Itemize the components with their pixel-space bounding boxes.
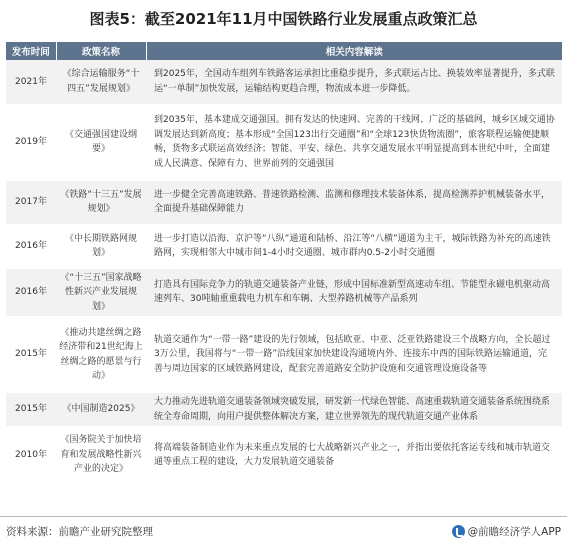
row-year: 2016年 <box>6 224 56 268</box>
policy-table <box>6 42 562 484</box>
row-desc: 进一步健全完善高速铁路、普速铁路检测、监测和修理技术装备体系，提高检测养护机械装备水平，全面提升基础保障能力 <box>146 180 562 224</box>
row-policy: 《国务院关于加快培育和发展战略性新兴产业的决定》 <box>56 427 146 484</box>
table-row <box>6 224 562 268</box>
row-year: 2019年 <box>6 104 56 180</box>
row-policy: 《中国制造2025》 <box>56 393 146 427</box>
row-desc: 到2035年，基本建成交通强国。拥有发达的快速网、完善的干线网、广泛的基础网，城乡区域交通协调发展达到新高度；基本形成“全国123出行交通圈”和“全球123快货物流圈”，旅客联程运输便捷顺畅，货物多式联运高效经济；智能、平安、绿色、共享交通发展水平明显提高到本世纪中叶，全面建成人民满意、保障有力、世界前列的交通强国 <box>146 104 562 180</box>
row-year: 2015年 <box>6 393 56 427</box>
row-policy: 《综合运输服务“十四五”发展规划》 <box>56 60 146 104</box>
header-desc: 相关内容解读 <box>146 42 562 60</box>
row-year: 2017年 <box>6 180 56 224</box>
row-policy: 《铁路“十三五”发展规划》 <box>56 180 146 224</box>
row-desc: 打造具有国际竞争力的轨道交通装备产业链，形成中国标准新型高速动车组、节能型永磁电机驱动高速列车、30吨轴重重载电力机车和车辆、大型养路机械等产品系列 <box>146 268 562 317</box>
row-policy: 《推动共建丝绸之路经济带和21世纪海上丝绸之路的愿景与行动》 <box>56 317 146 393</box>
chart-title: 图表5：截至2021年11月中国铁路行业发展重点政策汇总 <box>89 10 478 28</box>
table-row <box>6 268 562 317</box>
table-row <box>6 60 562 104</box>
table-row <box>6 317 562 393</box>
header-policy: 政策名称 <box>56 42 146 60</box>
qianzhan-logo-icon <box>452 525 465 538</box>
row-year: 2015年 <box>6 317 56 393</box>
row-desc: 大力推动先进轨道交通装备领域突破发展，研发新一代绿色智能、高速重载轨道交通装备系统围绕系统全寿命周期，向用户提供整体解决方案，建立世界领先的现代轨道交通产业体系 <box>146 393 562 427</box>
brand-credit <box>452 524 561 539</box>
source-note: 资料来源：前瞻产业研究院整理 <box>6 526 153 538</box>
row-year: 2021年 <box>6 60 56 104</box>
row-desc: 轨道交通作为“一带一路”建设的先行领域，包括欧亚、中亚、泛亚铁路建设三个战略方向，全长超过3万公里，我国将与“一带一路”沿线国家加快建设沟通境内外、连接东中西的国际铁路运输通道，完善与周边国家的区域铁路网建设，配套完善道路安全防护设施和交通管理设施设备等 <box>146 317 562 393</box>
row-desc: 到2025年，全国动车组列车铁路客运承担比重稳步提升，多式联运占比、换装效率显著提升，多式联运“一单制”加快发展，运输结构更趋合理，物流成本进一步降低。 <box>146 60 562 104</box>
table-header-row <box>6 42 562 60</box>
row-year: 2010年 <box>6 427 56 484</box>
footer <box>0 516 567 547</box>
row-year: 2016年 <box>6 268 56 317</box>
table-row <box>6 393 562 427</box>
row-policy: 《交通强国建设纲要》 <box>56 104 146 180</box>
row-policy: 《“十三五”国家战略性新兴产业发展规划》 <box>56 268 146 317</box>
header-year: 发布时间 <box>6 42 56 60</box>
brand-label: @前瞻经济学人APP <box>467 526 561 538</box>
table-row <box>6 427 562 484</box>
table-row <box>6 104 562 180</box>
row-desc: 将高端装备制造业作为未来重点发展的七大战略新兴产业之一，并指出要依托客运专线和城市轨道交通等重点工程的建设，大力发展轨道交通装备 <box>146 427 562 484</box>
row-policy: 《中长期铁路网规划》 <box>56 224 146 268</box>
row-desc: 进一步打造以沿海、京沪等“八纵”通道和陆桥、沿江等“八横”通道为主干，城际铁路为补充的高速铁路网，实现相邻大中城市间1-4小时交通圈、城市群内0.5-2小时交通圈 <box>146 224 562 268</box>
table-row <box>6 180 562 224</box>
